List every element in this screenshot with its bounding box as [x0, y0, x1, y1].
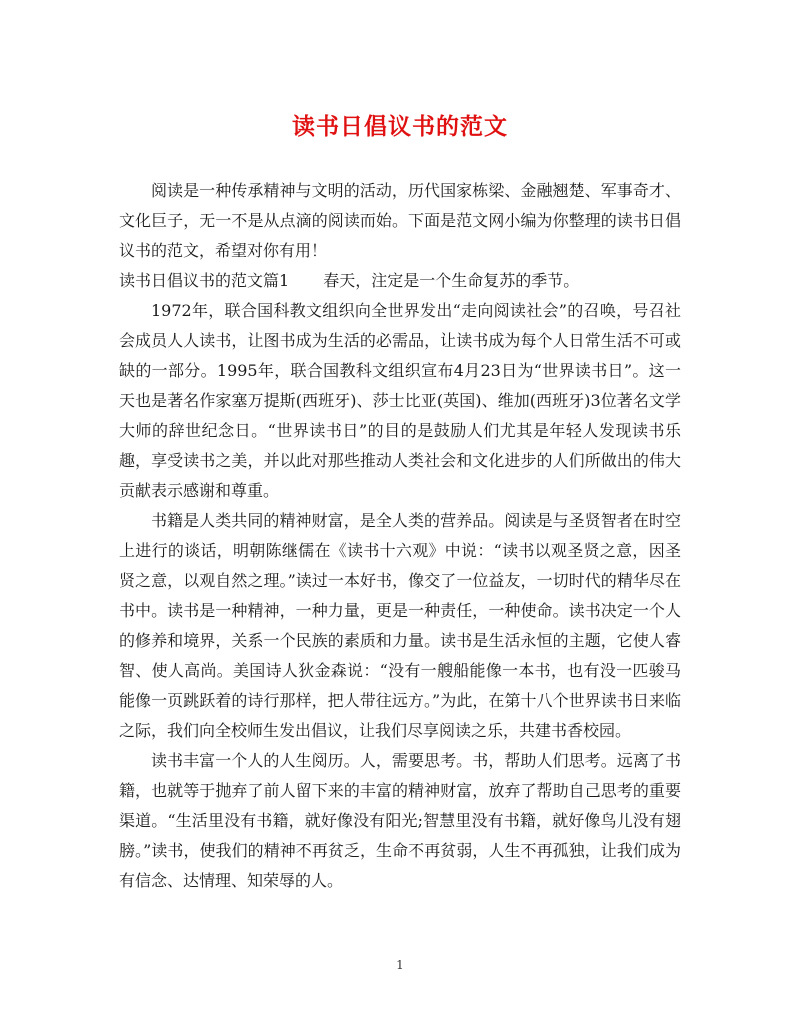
page-number: 1 — [396, 958, 404, 972]
paragraph-world-book-day: 1972年，联合国科教文组织向全世界发出“走向阅读社会”的召唤，号召社会成员人人读书，让图书成为生活的必需品，让读书成为每个人日常生活不可或缺的一部分。1995年，联合国教科文组织宣布4月23日为“世界读书日”。这一天也是著名作家塞万提斯(西班牙)、莎士比亚(英国)、维加(西班牙)3位著名文学大师的辞世纪念日。“世界读书日”的目的是鼓励人们尤其是年轻人发现读书乐趣，享受读书之美，并以此对那些推动人类社会和文化进步的人们所做出的伟大贡献表示感谢和尊重。 — [119, 301, 681, 500]
section-heading-line — [119, 266, 681, 296]
document-body — [119, 176, 681, 896]
document-title: 读书日倡议书的范文 — [292, 113, 508, 140]
section-heading: 读书日倡议书的范文篇1 — [119, 271, 290, 290]
paragraph-books-wealth: 书籍是人类共同的精神财富，是全人类的营养品。阅读是与圣贤智者在时空上进行的谈话，明朝陈继儒在《读书十六观》中说：“读书以观圣贤之意，因圣贤之意，以观自然之理。”读过一本好书，像交了一位益友，一切时代的精华尽在书中。读书是一种精神，一种力量，更是一种责任，一种使命。读书决定一个人的修养和境界，关系一个民族的素质和力量。读书是生活永恒的主题，它使人睿智、使人高尚。美国诗人狄金森说：“没有一艘船能像一本书，也有没一匹骏马能像一页跳跃着的诗行那样，把人带往远方。”为此，在第十八个世界读书日来临之际，我们向全校师生发出倡议，让我们尽享阅读之乐，共建书香校园。 — [119, 511, 681, 740]
paragraph-life-experience: 读书丰富一个人的人生阅历。人，需要思考。书，帮助人们思考。远离了书籍，也就等于抛弃了前人留下来的丰富的精神财富，放弃了帮助自己思考的重要渠道。“生活里没有书籍，就好像没有阳光;智慧里没有书籍，就好像鸟儿没有翅膀。”读书，使我们的精神不再贫乏，生命不再贫弱，人生不再孤独，让我们成为有信念、达情理、知荣辱的人。 — [119, 751, 681, 890]
section-lead: 春天，注定是一个生命复苏的季节。 — [323, 271, 580, 290]
intro-paragraph: 阅读是一种传承精神与文明的活动，历代国家栋梁、金融翘楚、军事奇才、文化巨子，无一不是从点滴的阅读而始。下面是范文网小编为你整理的读书日倡议书的范文，希望对你有用！ — [119, 181, 681, 260]
